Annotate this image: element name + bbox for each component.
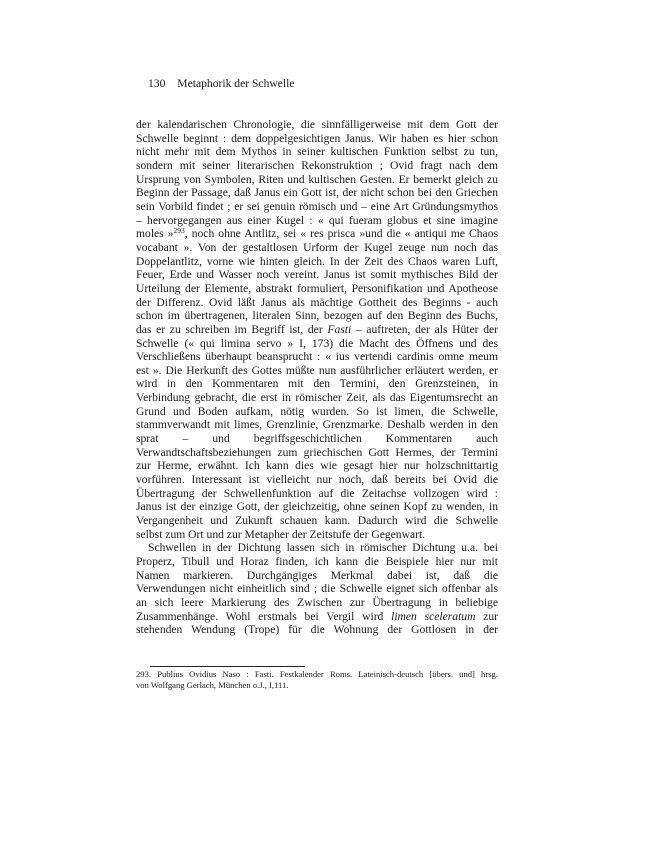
text-line: Übertragung der Schwellenfunktion auf die Zeitachse vollzogen wird : [136,486,498,500]
text-line: Urteilung der Elemente, abstrakt formuliert, Personifikation und Apotheose [136,281,498,295]
footnote-marker: 293 [173,226,185,236]
text-line: stammverwandt mit limes, Grenzlinie, Grenzmarke. Deshalb werden in den [136,418,498,432]
text-line: Ursprung von Symbolen, Riten und kultischen Gesten. Er bemerkt gleich zu [136,172,498,186]
text-line: vorführen. Interessant ist vielleicht nur noch, daß bereits bei Ovid die [136,473,498,487]
text-line [136,227,498,241]
footnote-separator [150,666,305,667]
text-line: Verwandtschaftsbeziehungen zum griechischen Gott Hermes, der Termini [136,445,498,459]
text-segment: moles » [136,227,174,241]
running-header [148,77,295,90]
body-text [136,118,498,637]
text-line: an sich leere Markierung des Zwischen zur Übertragung in beliebige [136,595,498,609]
text-line: sprat – und begriffsgeschichtlichen Kommentaren auch [136,432,498,446]
text-line: Schwelle beginnt : dem doppelgesichtigen Janus. Wir haben es hier schon [136,131,498,145]
text-line: Verwendungen nicht einheitlich sind ; die Schwelle eignet sich offenbar als [136,582,498,596]
text-line: Beginn der Passage, daß Janus ein Gott ist, der nicht schon bei den Griechen [136,186,498,200]
text-line: selbst zum Ort und zur Metapher der Zeitstufe der Gegenwart. [136,527,426,541]
text-line: stehenden Wendung (Trope) für die Wohnung der Gottlosen in der [136,623,498,637]
footnote [136,669,498,692]
italic-title: Fasti [327,322,352,336]
text-line: der kalendarischen Chronologie, die sinnfälligerweise mit dem Gott der [136,118,498,131]
text-line: – hervorgegangen aus einer Kugel : « qui fueram globus et sine imagine [136,213,498,227]
text-line: Doppelantlitz, vorne wie hinten gleich. In der Zeit des Chaos waren Luft, [136,254,498,268]
text-segment: – auftreten, der als Hüter der [351,322,498,336]
text-line: zur Herme, erwähnt. Ich kann dies wie gesagt hier nur holzschnittartig [136,459,498,473]
text-line [136,323,498,337]
text-line [136,610,498,624]
text-line: vocabant ». Von der gestaltlosen Urform der Kugel zeuge nun noch das [136,240,498,254]
text-line: sein Vorbild findet ; er sei genuin römisch und – eine Art Gründungsmythos [136,199,498,213]
text-segment: Zusammenhänge. Wohl erstmals bei Vergil wird [136,609,392,623]
text-line: wird in den Kommentaren mit den Termini, den Grenzsteinen, in [136,377,498,391]
text-line: nicht mehr mit dem Mythos in seiner kultischen Funktion selbst zu tun, [136,145,498,159]
text-line: Schwelle (« qui limina servo » I, 173) die Macht des Öffnens und des [136,336,498,350]
text-line: Grund und Boden aufkam, nötig wurden. So ist limen, die Schwelle, [136,404,498,418]
page-number: 130 [148,77,166,90]
text-segment: , noch ohne Antlitz, sei « res prisca »und die « antiqui me Chaos [184,227,499,241]
text-line: Verbindung gebracht, die erst in römischer Zeit, als das Eigentumsrecht an [136,391,498,405]
running-title: Metaphorik der Schwelle [177,77,295,90]
text-line: est ». Die Herkunft des Gottes müßte nun ausführlicher erläutert werden, er [136,363,498,377]
text-line: Feuer, Erde und Wasser noch vereint. Janus ist somit mythisches Bild der [136,268,498,282]
footnote-line: von Wolfgang Gerlach, München o.J., I,111. [136,680,289,691]
text-segment: das er zu schreiben im Begriff ist, der [136,322,328,336]
footnote-line: 293. Publius Ovidius Naso : Fasti. Festkalender Roms. Lateinisch-deutsch [übers. und] hrsg. [136,669,498,679]
text-line: Vergangenheit und Zukunft schauen kann. Dadurch wird die Schwelle [136,514,498,528]
text-line: Namen markieren. Durchgängiges Merkmal dabei ist, daß die [136,568,498,582]
text-line: Verschließens überhaupt beansprucht : « ius vertendi cardinis omne meum [136,350,498,364]
text-line: sondern mit seiner literarischen Rekonstruktion ; Ovid fragt nach dem [136,158,498,172]
text-segment: zur [475,609,499,623]
text-line: Schwellen in der Dichtung lassen sich in römischer Dichtung u.a. bei [148,541,498,555]
italic-term: limen sceleratum [391,609,476,623]
text-line: schon im übertragenen, literalen Sinn, bezogen auf den Beginn des Buchs, [136,309,498,323]
text-line: der Differenz. Ovid läßt Janus als mächtige Gottheit des Beginns - auch [136,295,498,309]
text-line: Properz, Tibull und Horaz finden, ich kann die Beispiele hier nur mit [136,555,498,568]
text-line: Janus ist der einzige Gott, der gleichzeitig, ohne seinen Kopf zu wenden, in [136,500,498,514]
